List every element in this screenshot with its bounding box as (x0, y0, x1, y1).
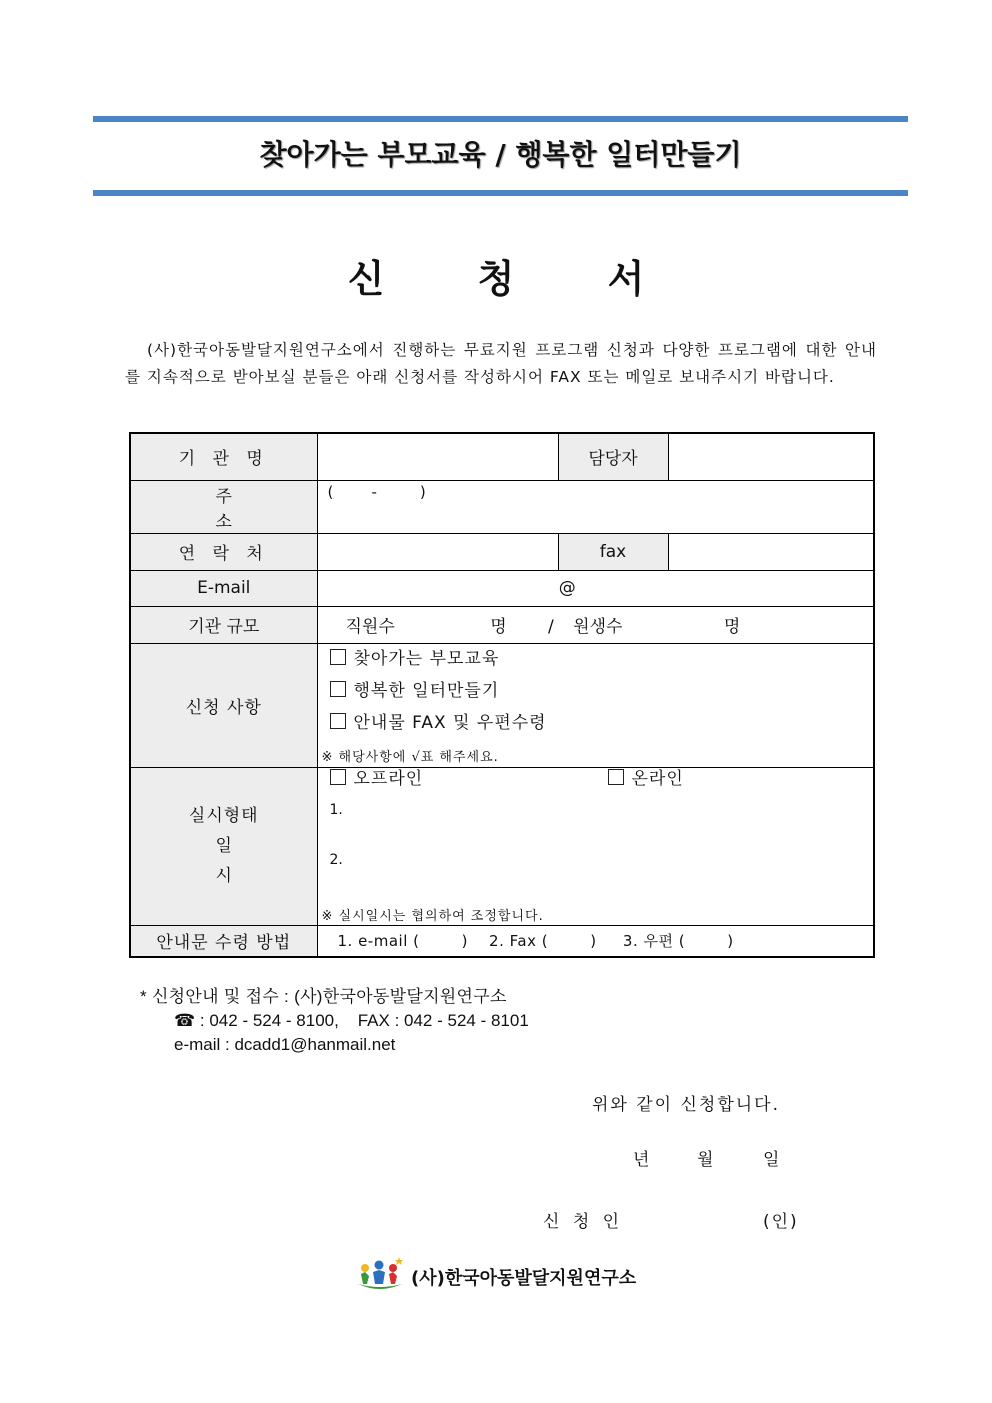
checkbox[interactable] (330, 713, 346, 729)
date-month: 월 (697, 1150, 716, 1170)
receive-method-field[interactable]: 1. e-mail ( ) 2. Fax ( ) 3. 우편 ( ) (317, 925, 874, 957)
fax-field[interactable] (668, 533, 874, 570)
request-option-parent-education[interactable]: 찾아가는 부모교육 (318, 644, 874, 676)
header-bottom-bar (93, 190, 908, 196)
schedule-label-type: 실시형태 (188, 806, 259, 826)
closing-statement: 위와 같이 신청합니다. (592, 1095, 781, 1115)
scale-label: 기관 규모 (130, 606, 317, 643)
fax-label: fax (558, 533, 668, 570)
schedule-label (130, 767, 317, 925)
phone-field[interactable] (317, 533, 558, 570)
schedule-label-date: 일 시 (215, 836, 272, 886)
students-unit: 명 (723, 617, 741, 637)
checkbox[interactable] (330, 769, 346, 785)
form-title: 신 청 서 (347, 257, 685, 301)
contact-info-email: e-mail : dcadd1@hanmail.net (174, 1035, 396, 1054)
phone-icon: ☎ (174, 1011, 196, 1030)
request-field (317, 643, 874, 767)
contact-info-title: * 신청안내 및 접수 : (사)한국아동발달지원연구소 (140, 987, 507, 1006)
staff-unit: 명 (490, 617, 507, 637)
email-at-sign: @ (558, 578, 576, 598)
organization-logo (355, 1254, 675, 1294)
request-note: ※ 해당사항에 √표 해주세요. (321, 749, 499, 765)
online-option[interactable]: 온라인 (608, 768, 684, 790)
application-table (129, 432, 875, 958)
receive-method-label: 안내문 수령 방법 (130, 925, 317, 957)
schedule-slot-2[interactable]: 2. (329, 851, 343, 868)
scale-divider: / (548, 617, 554, 637)
seal-mark: (인) (763, 1212, 799, 1232)
request-option-happy-workplace[interactable]: 행복한 일터만들기 (318, 676, 874, 708)
contact-info-phone: ☎ : 042 - 524 - 8100, FAX : 042 - 524 - 8101 (174, 1011, 529, 1030)
intro-paragraph: (사)한국아동발달지원연구소에서 진행하는 무료지원 프로그램 신청과 다양한 프로그램에 대한 안내를 지속적으로 받아보실 분들은 아래 신청서를 작성하시어 FAX 또는 메일로 보내주시기 바랍니다. (125, 341, 877, 386)
org-name-field[interactable] (317, 433, 558, 480)
request-label: 신청 사항 (130, 643, 317, 767)
org-name-label: 기 관 명 (130, 433, 317, 480)
contact-person-label: 담당자 (558, 433, 668, 480)
phone-label: 연 락 처 (130, 533, 317, 570)
checkbox[interactable] (608, 769, 624, 785)
students-label: 원생수 (573, 617, 623, 637)
schedule-slot-1[interactable]: 1. (329, 801, 343, 818)
contact-info (140, 985, 529, 1057)
schedule-field (317, 767, 874, 925)
schedule-note: ※ 실시일시는 협의하여 조정합니다. (321, 908, 544, 924)
checkbox[interactable] (330, 649, 346, 665)
logo-org-name: (사)한국아동발달지원연구소 (411, 1268, 637, 1289)
header-top-bar (93, 116, 908, 122)
date-year: 년 (633, 1150, 652, 1170)
contact-person-field[interactable] (668, 433, 874, 480)
offline-option[interactable]: 오프라인 (330, 769, 424, 789)
applicant-label: 신 청 인 (543, 1212, 624, 1232)
page-title: 찾아가는 부모교육 / 행복한 일터만들기 (259, 138, 742, 171)
checkbox[interactable] (330, 681, 346, 697)
children-logo-icon (355, 1254, 405, 1294)
date-day: 일 (763, 1150, 782, 1170)
scale-field[interactable] (317, 606, 874, 643)
email-field[interactable] (317, 570, 874, 606)
request-option-fax-mail[interactable]: 안내물 FAX 및 우편수령 (318, 708, 874, 740)
address-placeholder: ( - ) (327, 482, 426, 501)
address-field[interactable] (317, 480, 874, 533)
staff-label: 직원수 (345, 617, 395, 637)
email-label: E-mail (130, 570, 317, 606)
address-label: 주 소 (130, 480, 317, 533)
